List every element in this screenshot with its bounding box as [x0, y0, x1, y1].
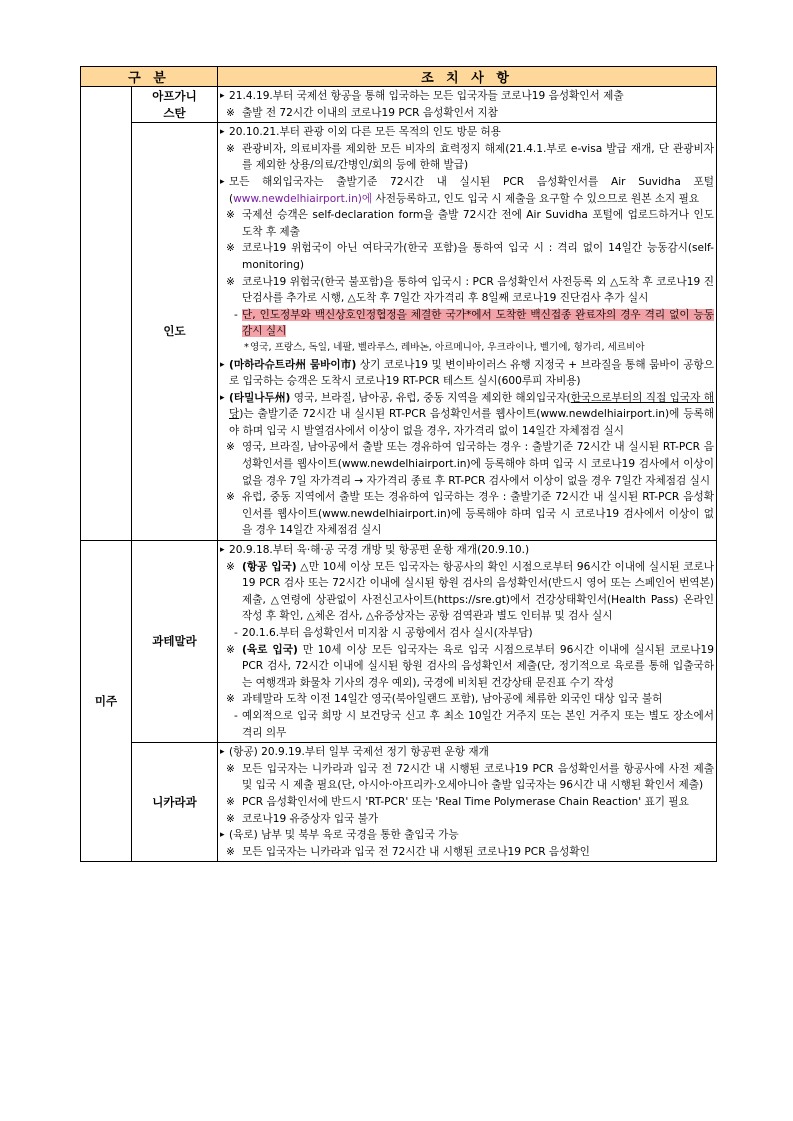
list-item: ▸ (육로) 남부 및 북부 육로 국경을 통한 출입국 가능	[220, 827, 714, 844]
list-item: ▸ (타밀나두州) 영국, 브라질, 남아공, 유럽, 중동 지역을 제외한 해외입국자(한국으로부터의 직접 입국자 해당)는 출발기준 72시간 내 실시된 RT-PCR 음성확인서를 웹사이트(www.newdelhiairport.in)에 등록해야 하며 입국 시 발열검사에서 이상이 없을 경우, 자가격리 없이 14일간 자체점검 실시	[220, 390, 714, 440]
list-item: - 예외적으로 입국 희망 시 보건당국 신고 후 최소 10일간 거주지 또는 본인 거주지 또는 별도 장소에서 격리 의무	[220, 708, 714, 741]
list-item: ※ 유럽, 중동 지역에서 출발 또는 경유하여 입국하는 경우 : 출발기준 72시간 내 실시된 RT-PCR 음성확인서를 웹사이트(www.newdelhiairport.in)에 등록해야 하며 입국 시 코로나19 검사에서 이상이 없을 경우 14일간 자체점검 실시	[220, 489, 714, 539]
newdelhiairport-link[interactable]: www.newdelhiairport.in)에	[233, 192, 373, 205]
list-item: ※ 모든 입국자는 니카라과 입국 전 72시간 내 시행된 코로나19 PCR 음성확인서를 항공사에 사전 제출 및 입국 시 제출 필요(단, 아시아·아프리카·오세아니아 출발 입국자는 96시간 내 시행된 확인서 제출)	[220, 761, 714, 794]
region-cell-asia	[81, 87, 132, 541]
measures-guatemala	[218, 541, 717, 743]
country-guatemala: 과테말라	[132, 541, 218, 743]
list-item: - 20.1.6.부터 음성확인서 미지참 시 공항에서 검사 실시(자부담)	[220, 625, 714, 642]
measures-afghanistan	[218, 87, 717, 123]
region-americas: 미주	[81, 541, 132, 862]
list-item: ※ 관광비자, 의료비자를 제외한 모든 비자의 효력정지 해제(21.4.1.부로 e-visa 발급 재개, 단 관광비자를 제외한 상용/의료/간병인/회의 등에 한해 발급)	[220, 141, 714, 174]
table-header-row	[81, 67, 717, 87]
header-measures: 조 치 사 항	[218, 67, 717, 87]
list-item: ※ 출발 전 72시간 이내의 코로나19 PCR 음성확인서 지참	[220, 105, 714, 122]
highlighted-text: 단, 인도정부와 백신상호인정협정을 체결한 국가*에서 도착한 백신접종 완료자의 경우 격리 없이 능동감시 실시	[242, 308, 714, 338]
list-item: ※ 국제선 승객은 self-declaration form을 출발 72시간 전에 Air Suvidha 포털에 업로드하거나 인도 도착 후 제출	[220, 207, 714, 240]
table-row-nicaragua	[81, 743, 717, 862]
list-item: ※ (육로 입국) 만 10세 이상 모든 입국자는 육로 입국 시점으로부터 96시간 이내에 실시된 코로나19 PCR 검사, 72시간 이내에 실시된 항원 검사의 음성확인서 제출(단, 정기적으로 육로를 통해 입출국하는 여행객과 화물차 기사의 경우 예외), 국경에 비치된 건강상태 문진표 수기 작성	[220, 642, 714, 692]
list-item: ▸ 20.10.21.부터 관광 이외 다른 모든 목적의 인도 방문 허용	[220, 124, 714, 141]
measures-nicaragua	[218, 743, 717, 862]
footnote: * 영국, 프랑스, 독일, 네팔, 벨라루스, 레바논, 아르메니아, 우크라이나, 벨기에, 헝가리, 세르비아	[220, 340, 714, 357]
list-item: ※ 영국, 브라질, 남아공에서 출발 또는 경유하여 입국하는 경우 : 출발기준 72시간 내 실시된 RT-PCR 음성확인서를 웹사이트(www.newdelhiairport.in)에 등록해야 하며 입국 시 코로나19 검사에서 이상이 없을 경우 7일 자가격리 → 자가격리 종료 후 RT-PCR 검사에서 이상이 없을 경우 7일간 자체점검 실시	[220, 439, 714, 489]
table-row-afghanistan	[81, 87, 717, 123]
list-item	[220, 307, 714, 340]
list-item: ※ 과테말라 도착 이전 14일간 영국(북아일랜드 포함), 남아공에 체류한 외국인 대상 입국 불허	[220, 691, 714, 708]
header-category: 구 분	[81, 67, 218, 87]
measures-india	[218, 123, 717, 541]
table-row-guatemala	[81, 541, 717, 743]
list-item: ※ (항공 입국) △만 10세 이상 모든 입국자는 항공사의 확인 시점으로부터 96시간 이내에 실시된 코로나19 PCR 검사 또는 72시간 이내에 실시된 항원 검사의 음성확인서(반드시 영어 또는 스페인어 번역본) 제출, △연령에 상관없이 사전신고사이트(https://sre.gt)에서 건강상태확인서(Health Pass) 온라인 작성 후 확인, △체온 검사, △유증상자는 공항 검역관과 별도 인터뷰 및 검사 실시	[220, 559, 714, 625]
list-item: ▸ 21.4.19.부터 국제선 항공을 통해 입국하는 모든 입국자들 코로나19 음성확인서 제출	[220, 88, 714, 105]
country-india: 인도	[132, 123, 218, 541]
list-item: ※ PCR 음성확인서에 반드시 'RT-PCR' 또는 'Real Time Polymerase Chain Reaction' 표기 필요	[220, 794, 714, 811]
list-item: ▸ 모든 해외입국자는 출발기준 72시간 내 실시된 PCR 음성확인서를 Air Suvidha 포털(www.newdelhiairport.in)에 사전등록하고, 인도 입국 시 제출을 요구할 수 있으므로 원본 소지 필요	[220, 174, 714, 207]
list-item: ※ 코로나19 위험국(한국 불포함)을 통하여 입국시 : PCR 음성확인서 사전등록 외 △도착 후 코로나19 진단검사를 추가로 시행, △도착 후 7일간 자가격리 후 8일째 코로나19 진단검사 추가 실시	[220, 274, 714, 307]
table-row-india	[81, 123, 717, 541]
list-item: ※ 코로나19 유증상자 입국 불가	[220, 811, 714, 828]
measures-table	[80, 66, 717, 862]
list-item: ▸ (마하라슈트라州 뭄바이市) 상기 코로나19 및 변이바이러스 유행 지정국 + 브라질을 통해 뭄바이 공항으로 입국하는 승객은 도착시 코로나19 RT-PCR 테스트 실시(600루피 자비용)	[220, 357, 714, 390]
list-item: ▸ (항공) 20.9.19.부터 일부 국제선 정기 항공편 운항 재개	[220, 744, 714, 761]
list-item: ※ 모든 입국자는 니카라과 입국 전 72시간 내 시행된 코로나19 PCR 음성확인	[220, 844, 714, 861]
country-nicaragua: 니카라과	[132, 743, 218, 862]
country-afghanistan: 아프가니 스탄	[132, 87, 218, 123]
list-item: ▸ 20.9.18.부터 육·해·공 국경 개방 및 항공편 운항 재개(20.9.10.)	[220, 542, 714, 559]
list-item: ※ 코로나19 위험국이 아닌 여타국가(한국 포함)을 통하여 입국 시 : 격리 없이 14일간 능동감시(self-monitoring)	[220, 240, 714, 273]
